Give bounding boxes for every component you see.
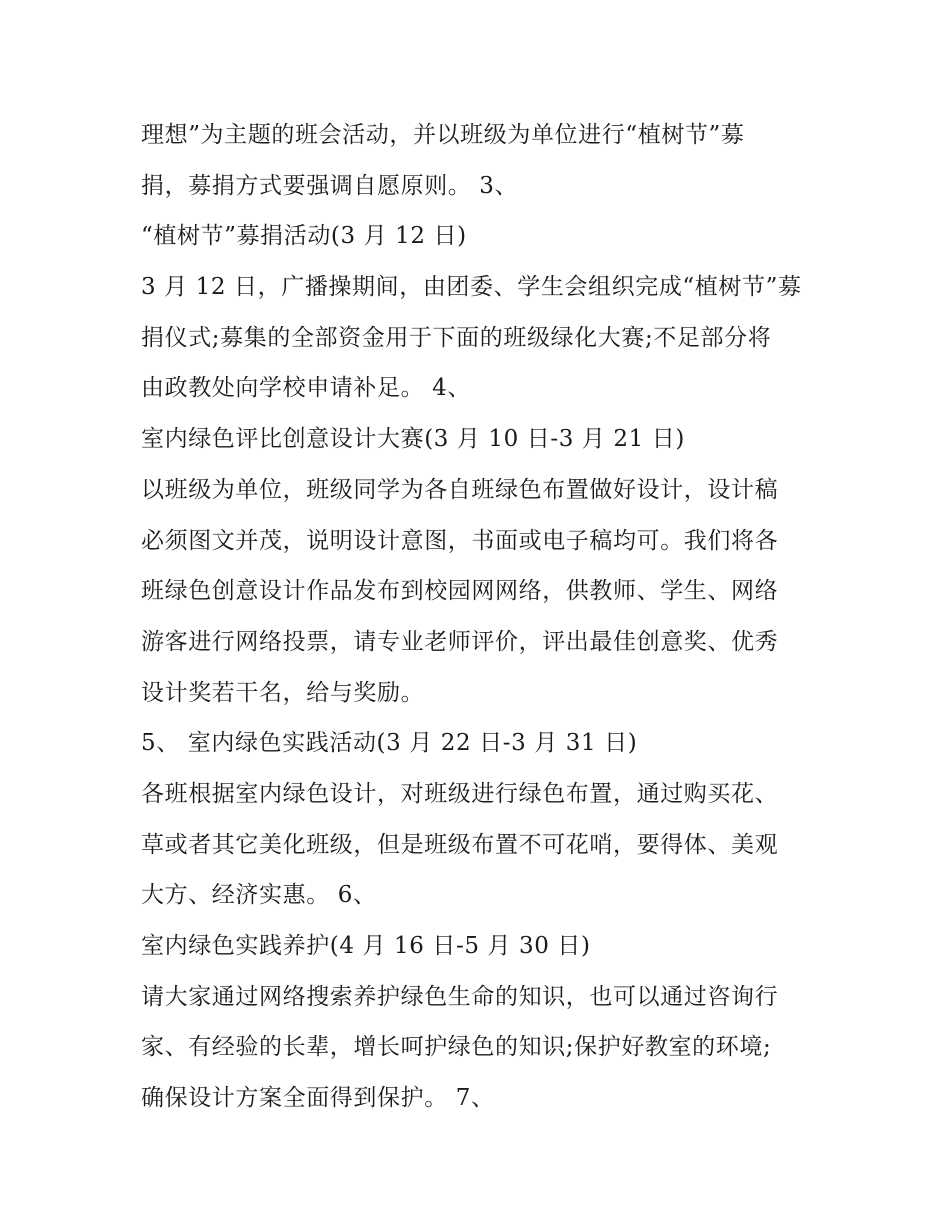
section-heading: 室内绿色评比创意设计大赛(3 月 10 日-3 月 21 日) [141, 426, 685, 453]
text-line: 游客进行网络投票，请专业老师评价，评出最佳创意奖、优秀 [141, 628, 779, 655]
text-line: 确保设计方案全面得到保护。 7、 [141, 1085, 495, 1112]
text-line: 由政教处向学校申请补足。 4、 [141, 375, 471, 402]
text-line: 家、有经验的长辈，增长呵护绿色的知识;保护好教室的环境; [141, 1034, 772, 1061]
text-line: 以班级为单位，班级同学为各自班绿色布置做好设计，设计稿 [141, 476, 779, 503]
text-line: 班绿色创意设计作品发布到校园网网络，供教师、学生、网络 [141, 578, 779, 605]
section-heading: 室内绿色实践养护(4 月 16 日-5 月 30 日) [141, 933, 591, 959]
text-line: 理想”为主题的班会活动，并以班级为单位进行“植树节”募 [141, 122, 745, 148]
text-line: 设计奖若干名，给与奖励。 [141, 679, 425, 706]
text-line: 请大家通过网络搜索养护绿色生命的知识，也可以通过咨询行 [141, 983, 779, 1010]
section-heading: 5、 室内绿色实践活动(3 月 22 日-3 月 31 日) [141, 730, 638, 757]
text-line: 大方、经济实惠。 6、 [141, 882, 377, 909]
section-heading: “植树节”募捐活动(3 月 12 日) [141, 223, 467, 250]
text-line: 捐，募捐方式要强调自愿原则。 3、 [141, 172, 519, 199]
document-body [141, 110, 821, 1124]
text-line: 3 月 12 日，广播操期间，由团委、学生会组织完成“植树节”募 [141, 274, 802, 301]
text-line: 草或者其它美化班级，但是班级布置不可花哨，要得体、美观 [141, 831, 779, 858]
text-line: 必须图文并茂，说明设计意图，书面或电子稿均可。我们将各 [141, 527, 779, 554]
text-line: 各班根据室内绿色设计，对班级进行绿色布置，通过购买花、 [141, 780, 779, 807]
text-line: 捐仪式;募集的全部资金用于下面的班级绿化大赛;不足部分将 [141, 324, 772, 351]
